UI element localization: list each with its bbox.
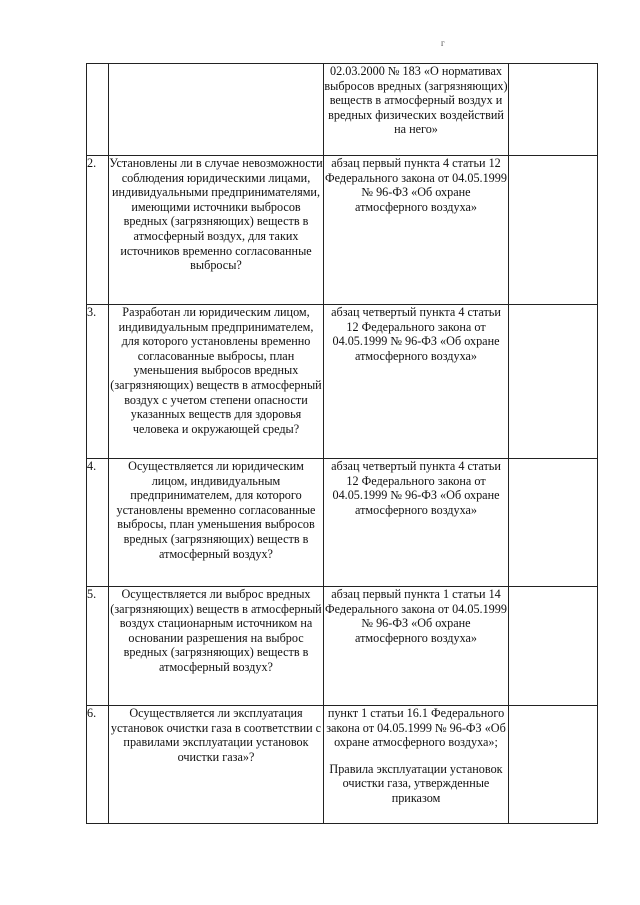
note-cell [509,459,598,587]
page-mark: г [441,38,445,48]
legal-basis-cell [324,64,509,156]
table-row [87,706,598,824]
note-cell [509,587,598,706]
note-cell [509,305,598,459]
legal-basis-text: абзац четвертый пункта 4 статьи 12 Федерального закона от 04.05.1999 № 96-ФЗ «Об охране атмосферного воздуха» [331,305,501,363]
row-number: 4. [87,459,109,587]
row-number: 2. [87,156,109,305]
row-number: 3. [87,305,109,459]
table-row [87,587,598,706]
question-cell: Осуществляется ли юридическим лицом, индивидуальным предпринимателем, для которого установлены временно согласованные выбросы, план уменьшения выбросов вредных (загрязняющих) веществ в атмосферный воздух? [109,459,324,587]
table-row [87,305,598,459]
legal-basis-text: 02.03.2000 № 183 «О нормативах выбросов вредных (загрязняющих) веществ в атмосферный воздух и вредных физических воздействий на него» [324,64,508,137]
table-row [87,156,598,305]
row-number [87,64,109,156]
table-row [87,64,598,156]
row-number: 5. [87,587,109,706]
legal-basis-cell [324,305,509,459]
legal-basis-text: абзац первый пункта 4 статьи 12 Федерального закона от 04.05.1999 № 96-ФЗ «Об охране атмосферного воздуха» [325,156,507,214]
row-number: 6. [87,706,109,824]
legal-basis-text: абзац первый пункта 1 статьи 14 Федерального закона от 04.05.1999 № 96-ФЗ «Об охране атмосферного воздуха» [325,587,507,645]
legal-basis-cell [324,706,509,824]
question-cell [109,64,324,156]
legal-basis-text: пункт 1 статьи 16.1 Федерального закона от 04.05.1999 № 96-ФЗ «Об охране атмосферного воздуха»; [326,706,506,750]
checklist-table [86,63,598,824]
note-cell [509,706,598,824]
legal-basis-text: абзац четвертый пункта 4 статьи 12 Федерального закона от 04.05.1999 № 96-ФЗ «Об охране атмосферного воздуха» [331,459,501,517]
question-cell: Разработан ли юридическим лицом, индивидуальным предпринимателем, для которого установлены временно согласованные выбросы, план уменьшения выбросов вредных (загрязняющих) веществ в атмосферный воздух с учетом степени опасности указанных веществ для здоровья человека и окружающей среды? [109,305,324,459]
table-row [87,459,598,587]
note-cell [509,156,598,305]
legal-basis-cell [324,459,509,587]
legal-basis-cell [324,587,509,706]
legal-basis-text: Правила эксплуатации установок очистки газа, утвержденные приказом [329,761,503,805]
legal-basis-cell [324,156,509,305]
question-cell: Установлены ли в случае невозможности соблюдения юридическими лицами, индивидуальными предпринимателями, имеющими источники выбросов вредных (загрязняющих) веществ в атмосферный воздух, для таких источников временно согласованные выбросы? [109,156,324,305]
question-cell: Осуществляется ли эксплуатация установок очистки газа в соответствии с правилами эксплуатации установок очистки газа»? [109,706,324,824]
question-cell: Осуществляется ли выброс вредных (загрязняющих) веществ в атмосферный воздух стационарным источником на основании разрешения на выброс вредных (загрязняющих) веществ в атмосферный воздух? [109,587,324,706]
note-cell [509,64,598,156]
